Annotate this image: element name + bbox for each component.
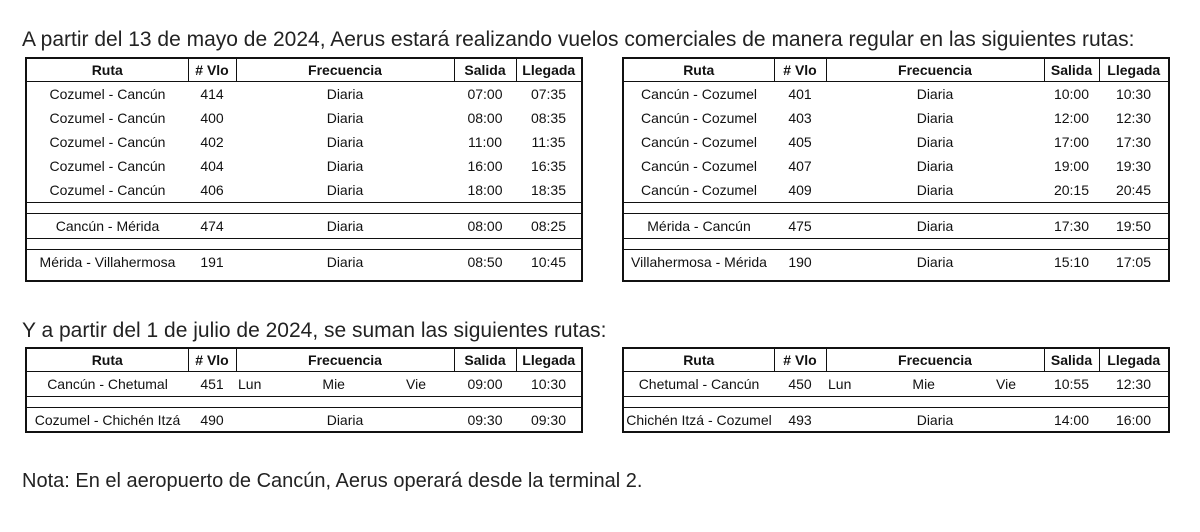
arrival-cell: 19:30 xyxy=(1115,158,1152,174)
route-cell: Cozumel - Chichén Itzá xyxy=(34,412,181,428)
frequency-day: Lun xyxy=(828,376,852,392)
route-cell: Cancún - Cozumel xyxy=(641,134,757,150)
route-cell: Cancún - Cozumel xyxy=(641,86,757,102)
route-cell: Cancún - Cozumel xyxy=(641,182,757,198)
frequency-cell: Diaria xyxy=(916,412,954,428)
route-cell: Villahermosa - Mérida xyxy=(631,254,767,270)
frequency-cell: Diaria xyxy=(326,254,364,270)
frequency-cell: Diaria xyxy=(326,110,364,126)
flight-number-cell: 474 xyxy=(200,218,224,234)
arrival-cell: 18:35 xyxy=(530,182,567,198)
departure-cell: 20:15 xyxy=(1053,182,1090,198)
route-cell: Mérida - Villahermosa xyxy=(39,254,176,270)
col-header-ruta: Ruta xyxy=(624,59,774,82)
frequency-cell: Diaria xyxy=(916,134,954,150)
table-row xyxy=(624,178,1168,203)
frequency-cell: Diaria xyxy=(326,412,364,428)
row-separator xyxy=(27,239,581,250)
col-header-vlo: # Vlo xyxy=(188,59,236,82)
table-row xyxy=(27,178,581,203)
route-cell: Cancún - Cozumel xyxy=(641,158,757,174)
route-cell: Cozumel - Cancún xyxy=(49,182,166,198)
departure-cell: 08:00 xyxy=(467,218,503,234)
frequency-cell: Diaria xyxy=(326,158,364,174)
table-row xyxy=(624,214,1168,239)
flight-number-cell: 451 xyxy=(200,376,224,392)
frequency-cell: Diaria xyxy=(326,86,364,102)
departure-cell: 12:00 xyxy=(1053,110,1090,126)
arrival-cell: 08:25 xyxy=(530,218,567,234)
arrival-cell: 12:30 xyxy=(1115,376,1152,392)
col-header-ruta: Ruta xyxy=(27,59,188,82)
frequency-cell: Diaria xyxy=(916,218,954,234)
departure-cell: 17:30 xyxy=(1053,218,1090,234)
row-separator xyxy=(624,397,1168,408)
table-row xyxy=(27,130,581,154)
frequency-cell: Diaria xyxy=(326,218,364,234)
departure-cell: 16:00 xyxy=(467,158,503,174)
col-header-frecuencia: Frecuencia xyxy=(236,349,454,372)
col-header-llegada: Llegada xyxy=(1099,349,1168,372)
frequency-day: Mie xyxy=(322,376,345,392)
departure-cell: 14:00 xyxy=(1053,412,1090,428)
arrival-cell: 10:30 xyxy=(530,376,567,392)
arrival-cell: 16:35 xyxy=(530,158,567,174)
arrival-cell: 17:05 xyxy=(1115,254,1152,270)
flight-number-cell: 409 xyxy=(788,182,812,198)
frequency-cell: Diaria xyxy=(916,182,954,198)
departure-cell: 17:00 xyxy=(1053,134,1090,150)
footnote: Nota: En el aeropuerto de Cancún, Aerus operará desde la terminal 2. xyxy=(22,470,643,492)
route-cell: Cozumel - Cancún xyxy=(49,86,166,102)
flight-number-cell: 400 xyxy=(200,110,224,126)
flight-number-cell: 404 xyxy=(200,158,224,174)
route-cell: Cozumel - Cancún xyxy=(49,158,166,174)
table-row xyxy=(27,250,581,275)
route-cell: Mérida - Cancún xyxy=(647,218,751,234)
table-row xyxy=(27,408,581,433)
table-row xyxy=(624,82,1168,107)
departure-cell: 10:55 xyxy=(1053,376,1090,392)
arrival-cell: 19:50 xyxy=(1115,218,1152,234)
col-header-salida: Salida xyxy=(1044,349,1099,372)
col-header-llegada: Llegada xyxy=(1099,59,1168,82)
route-cell: Cozumel - Cancún xyxy=(49,110,166,126)
flight-number-cell: 475 xyxy=(788,218,812,234)
flight-number-cell: 490 xyxy=(200,412,224,428)
col-header-frecuencia: Frecuencia xyxy=(826,59,1044,82)
frequency-cell: Diaria xyxy=(326,134,364,150)
schedule-table-2-left xyxy=(25,347,583,433)
frequency-cell xyxy=(236,372,454,397)
row-separator xyxy=(624,203,1168,214)
table-row xyxy=(27,82,581,107)
col-header-llegada: Llegada xyxy=(516,349,581,372)
arrival-cell: 10:45 xyxy=(530,254,567,270)
departure-cell: 08:00 xyxy=(467,110,503,126)
col-header-frecuencia: Frecuencia xyxy=(826,349,1044,372)
arrival-cell: 17:30 xyxy=(1115,134,1152,150)
frequency-cell: Diaria xyxy=(916,254,954,270)
col-header-salida: Salida xyxy=(1044,59,1099,82)
departure-cell: 18:00 xyxy=(467,182,503,198)
row-separator xyxy=(27,397,581,408)
flight-number-cell: 414 xyxy=(200,86,224,102)
flight-number-cell: 190 xyxy=(788,254,812,270)
departure-cell: 07:00 xyxy=(467,86,503,102)
schedule-table-1-right xyxy=(622,57,1170,282)
route-cell: Chetumal - Cancún xyxy=(638,376,760,392)
table-row xyxy=(624,250,1168,275)
frequency-day: Lun xyxy=(238,376,262,392)
table-row xyxy=(27,372,581,397)
col-header-vlo: # Vlo xyxy=(774,59,826,82)
frequency-day: Vie xyxy=(996,376,1016,392)
departure-cell: 08:50 xyxy=(467,254,503,270)
departure-cell: 15:10 xyxy=(1053,254,1090,270)
flight-number-cell: 406 xyxy=(200,182,224,198)
col-header-vlo: # Vlo xyxy=(774,349,826,372)
departure-cell: 19:00 xyxy=(1053,158,1090,174)
table-row xyxy=(624,372,1168,397)
table-row xyxy=(624,408,1168,433)
intro-text-1: A partir del 13 de mayo de 2024, Aerus estará realizando vuelos comerciales de manera regular en las siguientes rutas: xyxy=(22,28,1135,51)
arrival-cell: 11:35 xyxy=(531,134,566,150)
flight-number-cell: 407 xyxy=(788,158,812,174)
arrival-cell: 08:35 xyxy=(530,110,567,126)
arrival-cell: 09:30 xyxy=(530,412,567,428)
table-row xyxy=(624,106,1168,130)
frequency-day: Mie xyxy=(912,376,935,392)
departure-cell: 09:00 xyxy=(467,376,503,392)
arrival-cell: 10:30 xyxy=(1115,86,1152,102)
col-header-ruta: Ruta xyxy=(624,349,774,372)
route-cell: Cancún - Mérida xyxy=(55,218,160,234)
departure-cell: 11:00 xyxy=(468,134,502,150)
col-header-llegada: Llegada xyxy=(516,59,581,82)
frequency-cell xyxy=(826,372,1044,397)
route-cell: Cozumel - Cancún xyxy=(49,134,166,150)
table-row xyxy=(27,106,581,130)
col-header-frecuencia: Frecuencia xyxy=(236,59,454,82)
route-cell: Cancún - Chetumal xyxy=(47,376,168,392)
col-header-salida: Salida xyxy=(454,59,516,82)
table-row xyxy=(624,130,1168,154)
frequency-cell: Diaria xyxy=(916,86,954,102)
departure-cell: 09:30 xyxy=(467,412,503,428)
flight-number-cell: 403 xyxy=(788,110,812,126)
col-header-ruta: Ruta xyxy=(27,349,188,372)
frequency-cell: Diaria xyxy=(326,182,364,198)
frequency-day: Vie xyxy=(406,376,426,392)
table-row xyxy=(624,154,1168,178)
flight-number-cell: 450 xyxy=(788,376,812,392)
arrival-cell: 20:45 xyxy=(1115,182,1152,198)
schedule-table-2-right xyxy=(622,347,1170,433)
departure-cell: 10:00 xyxy=(1053,86,1090,102)
schedule-table-1-left xyxy=(25,57,583,282)
col-header-vlo: # Vlo xyxy=(188,349,236,372)
col-header-salida: Salida xyxy=(454,349,516,372)
frequency-cell: Diaria xyxy=(916,110,954,126)
intro-text-2: Y a partir del 1 de julio de 2024, se suman las siguientes rutas: xyxy=(22,319,607,342)
flight-number-cell: 402 xyxy=(200,134,224,150)
arrival-cell: 16:00 xyxy=(1115,412,1152,428)
table-row xyxy=(27,214,581,239)
flight-number-cell: 191 xyxy=(200,254,224,270)
flight-number-cell: 401 xyxy=(788,86,812,102)
arrival-cell: 07:35 xyxy=(530,86,567,102)
row-separator xyxy=(27,203,581,214)
route-cell: Cancún - Cozumel xyxy=(641,110,757,126)
frequency-cell: Diaria xyxy=(916,158,954,174)
table-row xyxy=(27,154,581,178)
arrival-cell: 12:30 xyxy=(1115,110,1152,126)
flight-number-cell: 493 xyxy=(788,412,812,428)
flight-number-cell: 405 xyxy=(788,134,812,150)
route-cell: Chichén Itzá - Cozumel xyxy=(626,412,772,428)
row-separator xyxy=(624,239,1168,250)
